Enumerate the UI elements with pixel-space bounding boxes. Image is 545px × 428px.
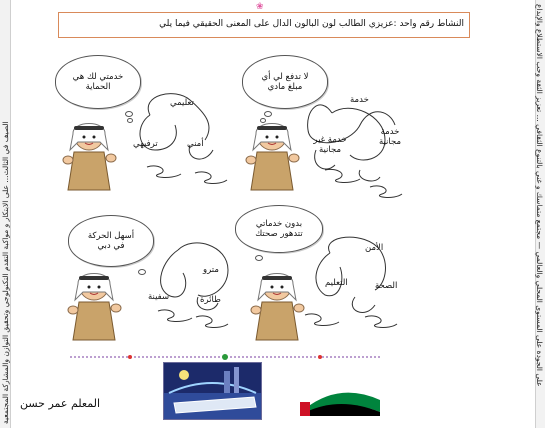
bubble-text: أسهل الحركة في دبي bbox=[87, 231, 135, 251]
bubble-text: خدمتي لك هي الحماية bbox=[72, 72, 124, 92]
balloon-word: خدمة غير مجانية bbox=[313, 135, 347, 155]
balloon-word: ترفيهي bbox=[133, 139, 158, 149]
kid-character-icon bbox=[65, 262, 123, 342]
margin-text-right: على الجودة على المستوى المحلي والعالمي — مجتمع متماسك و غني بالتنوع الثقافي ... تعزيز الثقة وحب الاستطلاع والإبداع bbox=[535, 4, 544, 387]
ornamental-divider bbox=[70, 352, 380, 362]
balloon-word: الأمن bbox=[365, 243, 384, 253]
balloon-word: الصحة bbox=[375, 281, 398, 291]
balloon-word: خدمة مجانية bbox=[378, 127, 402, 147]
margin-text-left: الصيف في الثالث... على الابتكار و مواكبة التقدم التكنولوجي وتحقيق التوازن والمشاركة المجتمعية bbox=[1, 121, 10, 424]
top-ornament-icon: ❀ bbox=[256, 2, 264, 12]
balloon-word: تعليمي bbox=[170, 98, 194, 108]
kid-character-icon bbox=[243, 112, 301, 192]
uae-flag-icon bbox=[296, 372, 384, 416]
bubble-text: لا تدفع لي أي مبلغ مادي bbox=[261, 72, 309, 92]
kid-character-icon bbox=[60, 112, 118, 192]
dubai-metro-illustration-icon bbox=[163, 362, 262, 420]
bubble-text: بدون خدماتي تتدهور صحتك bbox=[255, 219, 303, 239]
balloon-word: طائرة bbox=[200, 295, 221, 305]
balloon-word: التعليم bbox=[325, 278, 348, 288]
balloon-word: سفينة bbox=[148, 292, 170, 302]
balloon-word: أمني bbox=[187, 139, 204, 149]
teacher-name: المعلم عمر حسن bbox=[20, 397, 101, 410]
balloon-word: مترو bbox=[203, 265, 219, 275]
balloon-word: خدمة bbox=[350, 95, 369, 105]
activity-instruction: النشاط رقم واحد :عزيزي الطالب لون البالون الدال على المعنى الحقيقي فيما يلي bbox=[58, 12, 470, 38]
